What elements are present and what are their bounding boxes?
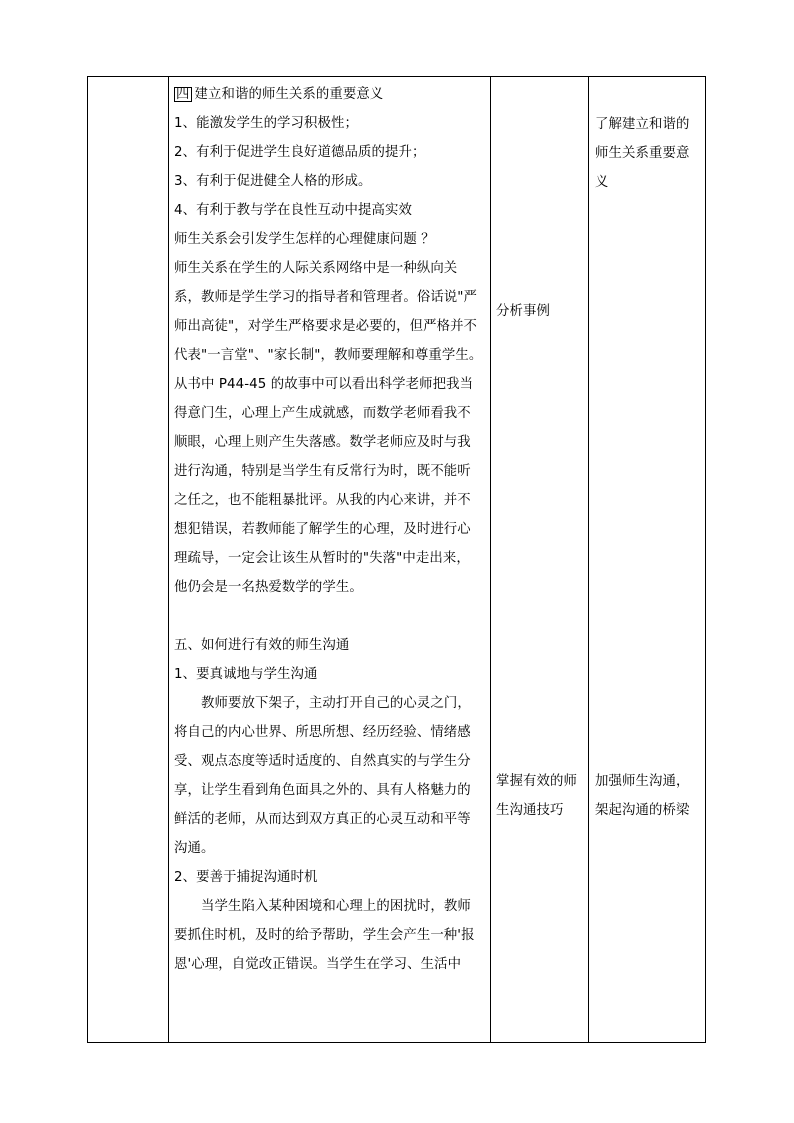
spacer (174, 602, 491, 631)
section-4-point: 1、能激发学生的学习积极性； (174, 116, 358, 131)
paragraph-line: 鲜活的老师，从而达到双方真正的心灵互动和平等 (174, 812, 471, 827)
goal-line: 义 (595, 175, 609, 190)
section-5-subheading: 2、要善于捕捉沟通时机 (174, 870, 318, 885)
paragraph-line: 将自己的内心世界、所思所想、经历经验、情绪感 (174, 725, 471, 740)
activity-line: 掌握有效的师 (496, 774, 577, 789)
paragraph-line: 系，教师是学生学习的指导者和管理者。俗话说"严 (174, 290, 478, 305)
section-4-heading-text: 建立和谐的师生关系的重要意义 (194, 87, 384, 102)
paragraph-line: 得意门生，心理上产生成就感，而数学老师看我不 (174, 406, 471, 421)
paragraph-line: 顺眼，心理上则产生失落感。数学老师应及时与我 (174, 435, 471, 450)
paragraph-line: 受、观点态度等适时适度的、自然真实的与学生分 (174, 754, 471, 769)
goal-line: 了解建立和谐的 (595, 117, 690, 132)
section-4-point: 2、有利于促进学生良好道德品质的提升； (174, 145, 426, 160)
activity-analyze-cases: 分析事例 (496, 304, 550, 319)
paragraph-line: 要抓住时机，及时的给予帮助，学生会产生一种'报 (174, 928, 475, 943)
activity-line: 生沟通技巧 (496, 803, 564, 818)
activity-communication-skills (496, 767, 577, 825)
lesson-table (87, 76, 706, 1043)
paragraph-line: 师生关系在学生的人际关系网络中是一种纵向关 (174, 261, 458, 276)
paragraph-line: 他仍会是一名热爱数学的学生。 (174, 580, 363, 595)
goal-understand-significance (595, 110, 689, 197)
section-4-point: 3、有利于促进健全人格的形成。 (174, 174, 372, 189)
section-5-subheading: 1、要真诚地与学生沟通 (174, 667, 318, 682)
section-5-heading: 五、如何进行有效的师生沟通 (174, 638, 350, 653)
column-divider-3 (588, 77, 589, 1042)
section-4-marker: 四 (176, 87, 190, 102)
content-column (169, 77, 491, 979)
section-4-point: 4、有利于教与学在良性互动中提高实效 (174, 203, 412, 218)
paragraph-line: 之任之，也不能粗暴批评。从我的内心来讲，并不 (174, 493, 471, 508)
paragraph-line: 沟通。 (174, 841, 215, 856)
section-4-question: 师生关系会引发学生怎样的心理健康问题 ？ (174, 232, 435, 247)
paragraph-line: 进行沟通，特别是当学生有反常行为时，既不能听 (174, 464, 471, 479)
paragraph-line: 恩'心理，自觉改正错误。当学生在学习、生活中 (174, 957, 462, 972)
paragraph-line: 师出高徒"，对学生严格要求是必要的，但严格并不 (174, 319, 478, 334)
paragraph-line: 理疏导，一定会让该生从暂时的"失落"中走出来， (174, 551, 470, 566)
paragraph-line: 当学生陷入某种困境和心理上的困扰时，教师 (201, 899, 471, 914)
goal-line: 加强师生沟通， (595, 774, 690, 789)
goal-line: 架起沟通的桥梁 (595, 803, 690, 818)
section-4-heading (174, 80, 491, 109)
goal-strengthen-communication (595, 767, 689, 825)
paragraph-line: 享，让学生看到角色面具之外的、具有人格魅力的 (174, 783, 471, 798)
paragraph-line: 代表"一言堂"、"家长制"，教师要理解和尊重学生。 (174, 348, 483, 363)
paragraph-line: 想犯错误，若教师能了解学生的心理，及时进行心 (174, 522, 471, 537)
goal-line: 师生关系重要意 (595, 146, 690, 161)
paragraph-line: 从书中 P44-45 的故事中可以看出科学老师把我当 (174, 377, 474, 392)
paragraph-line: 教师要放下架子，主动打开自己的心灵之门， (201, 696, 471, 711)
